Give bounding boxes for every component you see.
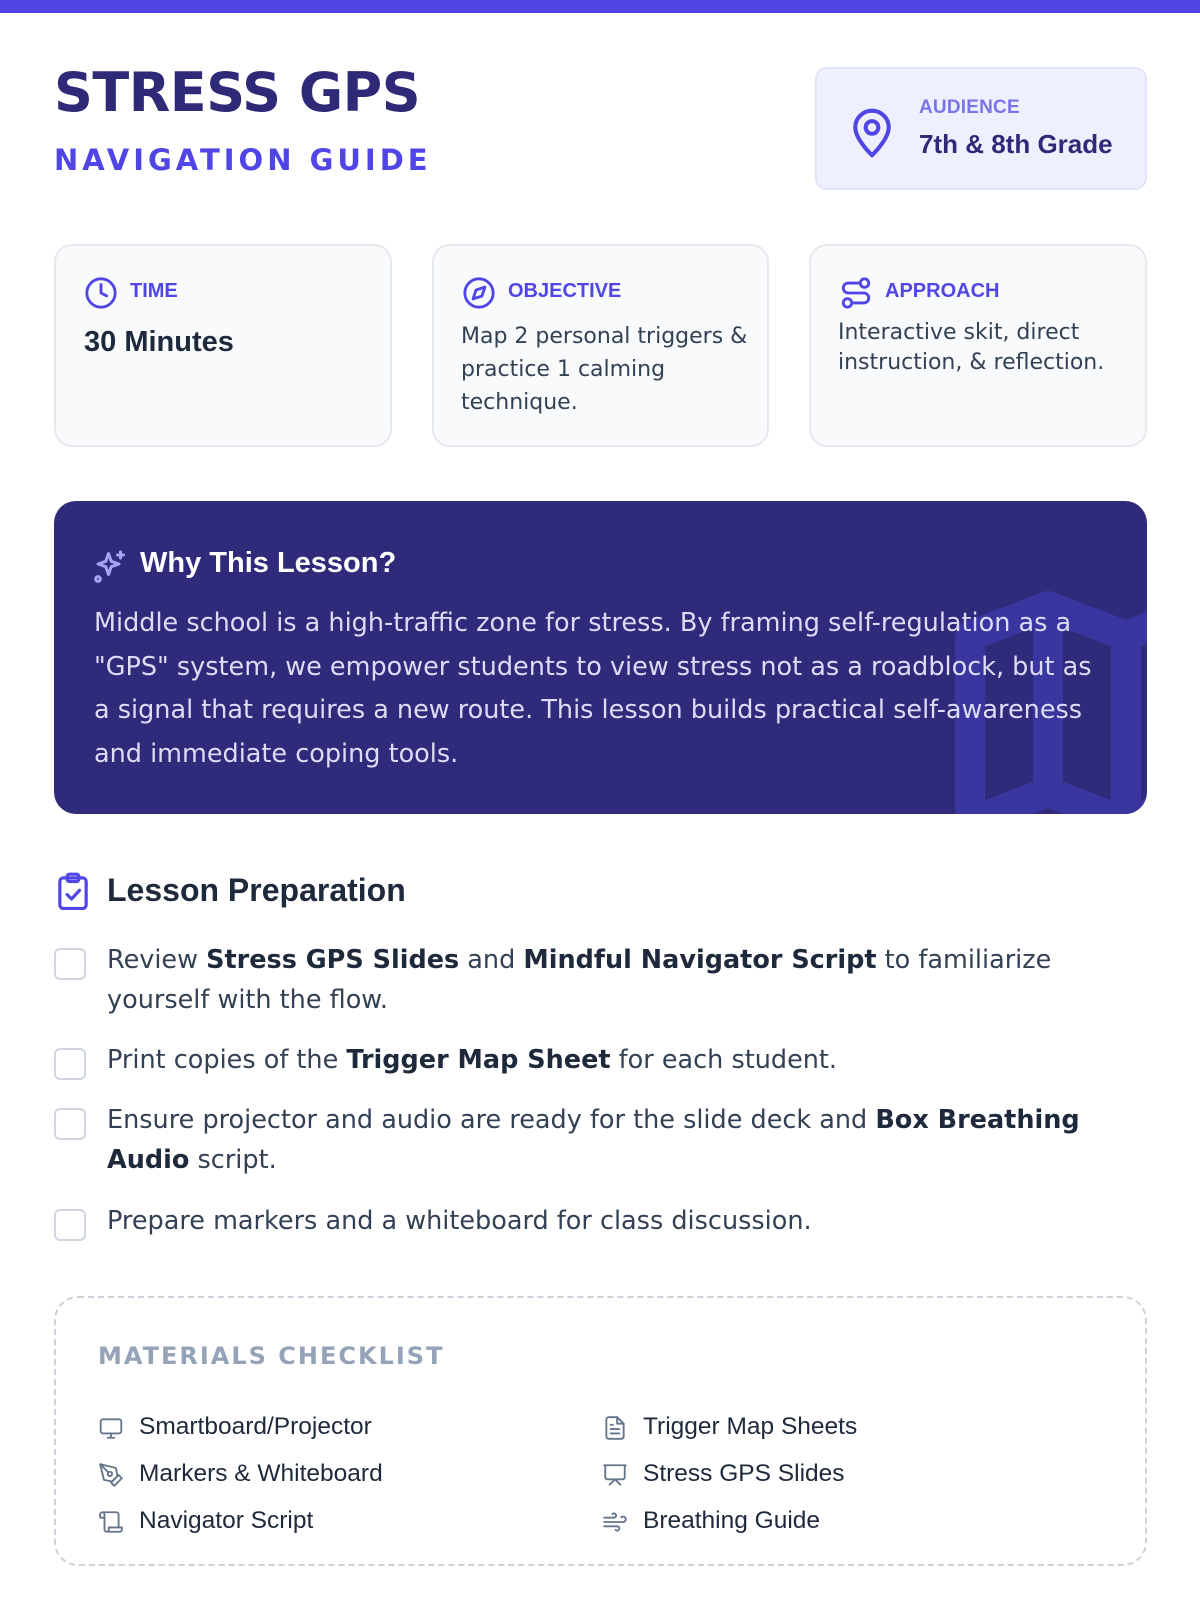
compass-icon	[462, 276, 496, 310]
top-accent-bar	[0, 0, 1200, 13]
task-text: Review Stress GPS Slides and Mindful Navigator Script to familiarize yourself with the flow.	[107, 945, 1052, 1015]
task-checkbox[interactable]	[54, 1108, 86, 1140]
approach-card	[809, 244, 1147, 447]
audience-label: AUDIENCE	[919, 97, 1020, 118]
approach-text: Interactive skit, direct instruction, & reflection.	[838, 320, 1105, 375]
why-title: Why This Lesson?	[140, 547, 397, 579]
task-text: Print copies of the Trigger Map Sheet for each student.	[107, 1045, 838, 1075]
task-text: Prepare markers and a whiteboard for class discussion.	[107, 1206, 812, 1236]
time-card	[54, 244, 392, 447]
time-label: TIME	[130, 280, 178, 302]
objective-text: Map 2 personal triggers & practice 1 calming technique.	[461, 324, 748, 415]
document-icon	[602, 1415, 628, 1441]
objective-card	[432, 244, 769, 447]
materials-checklist: MATERIALS CHECKLIST Smartboard/Projector Trigger Map Sheets Markers & Whiteboard Stress GPS Slides Navigator Script Breathing Guide	[54, 1296, 1147, 1566]
prep-task	[54, 1100, 1154, 1184]
approach-label: APPROACH	[885, 280, 1000, 302]
why-text: Middle school is a high-traffic zone for stress. By framing self-regulation as a "GPS" system, we empower students to view stress not as a roadblock, but as a signal that requires a new route. This lesson builds practical self-awareness and immediate coping tools.	[94, 608, 1092, 769]
clipboard-check-icon	[56, 872, 90, 910]
objective-label: OBJECTIVE	[508, 280, 622, 302]
task-checkbox[interactable]	[54, 1048, 86, 1080]
prep-task	[54, 1201, 1154, 1245]
audience-badge	[815, 67, 1147, 190]
clock-icon	[84, 276, 118, 310]
prep-task	[54, 940, 1154, 1024]
monitor-icon	[98, 1415, 124, 1441]
marker-icon	[98, 1462, 124, 1488]
prep-task	[54, 1040, 1154, 1084]
task-checkbox[interactable]	[54, 948, 86, 980]
page-subtitle: NAVIGATION GUIDE	[54, 143, 432, 177]
task-text: Ensure projector and audio are ready for the slide deck and Box Breathing Audio script.	[107, 1105, 1080, 1175]
page-title: STRESS GPS	[54, 61, 421, 124]
why-this-lesson-panel	[54, 501, 1147, 814]
map-pin-icon	[849, 107, 895, 159]
presentation-icon	[602, 1462, 628, 1488]
route-icon	[839, 276, 873, 310]
wind-icon	[602, 1509, 628, 1535]
lesson-preparation-title: Lesson Preparation	[107, 872, 406, 908]
sparkle-icon	[92, 549, 128, 585]
audience-value: 7th & 8th Grade	[919, 129, 1113, 159]
materials-title: MATERIALS CHECKLIST	[98, 1342, 445, 1370]
task-checkbox[interactable]	[54, 1209, 86, 1241]
time-value: 30 Minutes	[84, 326, 234, 358]
scroll-icon	[98, 1509, 124, 1535]
